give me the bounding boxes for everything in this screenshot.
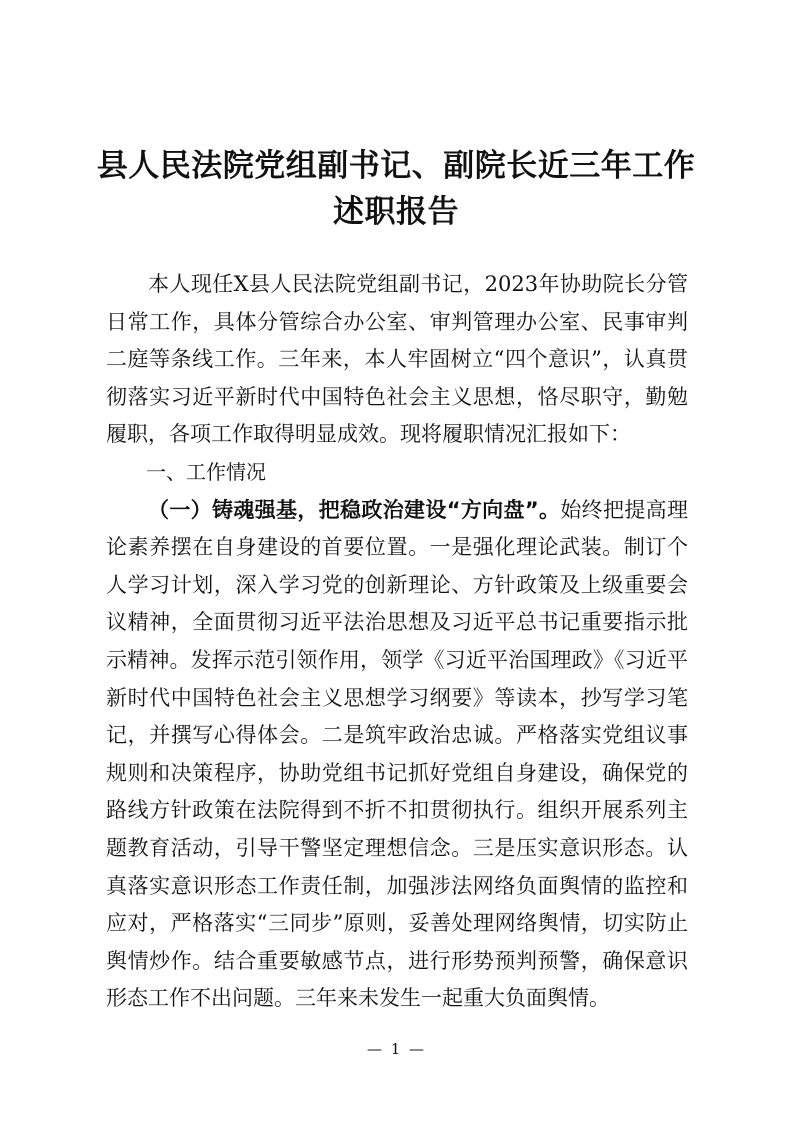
section-1-lead: （一）铸魂强基，把稳政治建设“方向盘”。 bbox=[148, 497, 561, 522]
intro-paragraph: 本人现任X县人民法院党组副书记，2023年协助院长分管日常工作，具体分管综合办公室、审判管理办公室、民事审判二庭等条线工作。三年来，本人牢固树立“四个意识”，认真贯彻落实习近平新时代中国特色社会主义思想，恪尽职守，勤勉履职，各项工作取得明显成效。现将履职情况汇报如下： bbox=[106, 272, 688, 447]
page-number: — 1 — bbox=[366, 1040, 427, 1058]
section-1-body: 始终把提高理论素养摆在自身建设的首要位置。一是强化理论武装。制订个人学习计划，深入学习党的创新理论、方针政策及上级重要会议精神，全面贯彻习近平法治思想及习近平总书记重要指示批示精神。发挥示范引领作用，领学《习近平治国理政》《习近平新时代中国特色社会主义思想学习纲要》等读本，抄写学习笔记，并撰写心得体会。二是筑牢政治忠诚。严格落实党组议事规则和决策程序，协助党组书记抓好党组自身建设，确保党的路线方针政策在法院得到不折不扣贯彻执行。组织开展系列主题教育活动，引导干警坚定理想信念。三是压实意识形态。认真落实意识形态工作责任制，加强涉法网络负面舆情的监控和应对，严格落实“三同步”原则，妥善处理网络舆情，切实防止舆情炒作。结合重要敏感节点，进行形势预判预警，确保意识形态工作不出问题。三年来未发生一起重大负面舆情。 bbox=[106, 497, 689, 1011]
section-heading-work-status: 一、工作情况 bbox=[146, 459, 266, 484]
document-body bbox=[106, 266, 688, 1018]
document-title: 县人民法院党组副书记、副院长近三年工作述职报告 bbox=[96, 148, 696, 230]
section-1-paragraph bbox=[106, 492, 688, 1018]
